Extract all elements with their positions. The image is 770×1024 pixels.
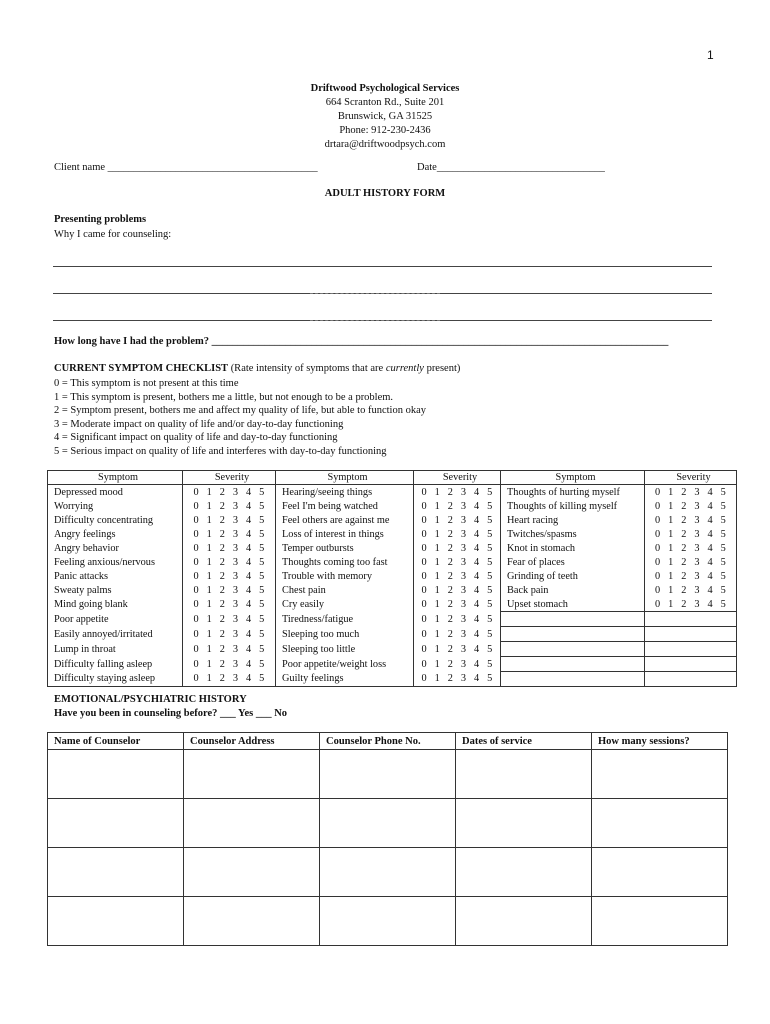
checklist-note-post: present) (423, 363, 461, 374)
symptom-label: Sweaty palms (48, 583, 183, 597)
symptom-row (48, 499, 737, 513)
counselor-entry-cell[interactable] (320, 750, 456, 799)
counselor-table-header (48, 733, 728, 750)
scale-item: 2 = Symptom present, bothers me and affect my quality of life, but able to function okay (54, 405, 426, 417)
checklist-heading-line (54, 363, 460, 374)
severity-rating[interactable]: 0 1 2 3 4 5 (414, 555, 501, 569)
symptom-label: Back pain (501, 583, 645, 597)
symptom-label: Sleeping too much (276, 627, 414, 642)
symptom-row (48, 485, 737, 500)
empty-cell (645, 612, 737, 627)
empty-cell (501, 672, 645, 687)
symptom-label: Angry feelings (48, 527, 183, 541)
symptom-col-header: Symptom (276, 471, 414, 485)
counselor-entry-cell[interactable] (320, 799, 456, 848)
symptom-label: Loss of interest in things (276, 527, 414, 541)
severity-rating[interactable]: 0 1 2 3 4 5 (414, 627, 501, 642)
symptom-label: Difficulty staying asleep (48, 672, 183, 687)
counselor-entry-cell[interactable] (184, 897, 320, 946)
severity-col-header: Severity (645, 471, 737, 485)
severity-rating[interactable]: 0 1 2 3 4 5 (414, 527, 501, 541)
symptom-row (48, 627, 737, 642)
symptom-label: Sleeping too little (276, 642, 414, 657)
counselor-col-header: How many sessions? (592, 733, 728, 750)
scale-item: 1 = This symptom is present, bothers me a little, but not enough to be a problem. (54, 391, 394, 403)
emotional-history-heading: EMOTIONAL/PSYCHIATRIC HISTORY (54, 694, 247, 705)
counselor-entry-cell[interactable] (592, 897, 728, 946)
checklist-heading: CURRENT SYMPTOM CHECKLIST (54, 363, 229, 374)
severity-col-header: Severity (183, 471, 276, 485)
symptom-label: Difficulty falling asleep (48, 657, 183, 672)
symptom-row (48, 597, 737, 612)
severity-rating[interactable]: 0 1 2 3 4 5 (414, 642, 501, 657)
severity-rating[interactable]: 0 1 2 3 4 5 (414, 597, 501, 612)
symptom-label: Angry behavior (48, 541, 183, 555)
severity-rating[interactable]: 0 1 2 3 4 5 (414, 657, 501, 672)
severity-rating[interactable]: 0 1 2 3 4 5 (414, 499, 501, 513)
symptom-label: Tiredness/fatigue (276, 612, 414, 627)
symptom-label: Thoughts of hurting myself (501, 485, 645, 500)
symptom-row (48, 555, 737, 569)
scale-item: 5 = Serious impact on quality of life and interferes with day-to-day functioning (54, 445, 387, 457)
presenting-problems-heading: Presenting problems (54, 214, 147, 225)
symptom-label: Feeling anxious/nervous (48, 555, 183, 569)
symptom-label: Mind going blank (48, 597, 183, 612)
prior-counseling-question[interactable]: Have you been in counseling before? ___ Yes ___ No (54, 708, 288, 719)
counselor-row (48, 897, 728, 946)
severity-rating[interactable]: 0 1 2 3 4 5 (645, 499, 737, 513)
severity-rating[interactable]: 0 1 2 3 4 5 (183, 672, 276, 687)
counselor-entry-cell[interactable] (592, 799, 728, 848)
empty-cell (645, 642, 737, 657)
severity-rating[interactable]: 0 1 2 3 4 5 (183, 541, 276, 555)
empty-cell (501, 657, 645, 672)
symptom-label: Guilty feelings (276, 672, 414, 687)
symptom-row (48, 612, 737, 627)
empty-cell (645, 657, 737, 672)
symptom-label: Worrying (48, 499, 183, 513)
symptom-row (48, 541, 737, 555)
counselor-col-header: Dates of service (456, 733, 592, 750)
practice-header (0, 82, 770, 152)
counselor-col-header: Counselor Phone No. (320, 733, 456, 750)
date-field[interactable]: Date________________________________ (417, 162, 605, 173)
counselor-entry-cell[interactable] (184, 848, 320, 897)
symptom-label: Depressed mood (48, 485, 183, 500)
counselor-entry-cell[interactable] (320, 897, 456, 946)
scale-item: 0 = This symptom is not present at this time (54, 378, 239, 389)
symptom-col-header: Symptom (48, 471, 183, 485)
counselor-entry-cell[interactable] (48, 799, 184, 848)
scale-item: 4 = Significant impact on quality of life and day-to-day functioning (54, 432, 338, 444)
symptom-label: Twitches/spasms (501, 527, 645, 541)
severity-rating[interactable]: 0 1 2 3 4 5 (645, 555, 737, 569)
severity-scale-legend (54, 377, 426, 459)
counselor-entry-cell[interactable] (48, 897, 184, 946)
severity-rating[interactable]: 0 1 2 3 4 5 (645, 527, 737, 541)
severity-rating[interactable]: 0 1 2 3 4 5 (183, 583, 276, 597)
counselor-row (48, 848, 728, 897)
counselor-entry-cell[interactable] (592, 750, 728, 799)
counselor-entry-cell[interactable] (456, 750, 592, 799)
empty-cell (501, 612, 645, 627)
problem-duration-field[interactable]: How long have I had the problem? _______________________________________________________________________________________ (54, 336, 669, 347)
symptom-label: Thoughts coming too fast (276, 555, 414, 569)
practice-phone: Phone: 912-230-2436 (339, 125, 431, 136)
severity-rating[interactable]: 0 1 2 3 4 5 (414, 485, 501, 500)
severity-rating[interactable]: 0 1 2 3 4 5 (645, 569, 737, 583)
counselor-entry-cell[interactable] (184, 799, 320, 848)
symptom-checklist-table (47, 470, 737, 687)
reason-prompt: Why I came for counseling: (54, 229, 172, 240)
severity-rating[interactable]: 0 1 2 3 4 5 (645, 513, 737, 527)
symptom-label: Fear of places (501, 555, 645, 569)
severity-rating[interactable]: 0 1 2 3 4 5 (414, 672, 501, 687)
symptom-col-header: Symptom (501, 471, 645, 485)
severity-rating[interactable]: 0 1 2 3 4 5 (183, 569, 276, 583)
symptom-label: Feel others are against me (276, 513, 414, 527)
severity-rating[interactable]: 0 1 2 3 4 5 (645, 485, 737, 500)
severity-rating[interactable]: 0 1 2 3 4 5 (183, 527, 276, 541)
counselor-history-table (47, 732, 728, 946)
empty-cell (501, 627, 645, 642)
symptom-row (48, 672, 737, 687)
answer-line-2-dash (310, 293, 440, 294)
symptom-row (48, 642, 737, 657)
severity-rating[interactable]: 0 1 2 3 4 5 (414, 583, 501, 597)
severity-rating[interactable]: 0 1 2 3 4 5 (414, 612, 501, 627)
counselor-col-header: Counselor Address (184, 733, 320, 750)
symptom-row (48, 583, 737, 597)
client-name-field[interactable]: Client name ________________________________________ (54, 162, 318, 173)
symptom-table-header (48, 471, 737, 485)
severity-rating[interactable]: 0 1 2 3 4 5 (414, 513, 501, 527)
severity-rating[interactable]: 0 1 2 3 4 5 (183, 513, 276, 527)
severity-rating[interactable]: 0 1 2 3 4 5 (183, 627, 276, 642)
symptom-row (48, 657, 737, 672)
symptom-label: Feel I'm being watched (276, 499, 414, 513)
symptom-label: Grinding of teeth (501, 569, 645, 583)
symptom-label: Thoughts of killing myself (501, 499, 645, 513)
severity-rating[interactable]: 0 1 2 3 4 5 (645, 597, 737, 612)
symptom-label: Poor appetite (48, 612, 183, 627)
counselor-entry-cell[interactable] (320, 848, 456, 897)
page-number: 1 (707, 48, 714, 62)
practice-email: drtara@driftwoodpsych.com (324, 139, 446, 150)
severity-rating[interactable]: 0 1 2 3 4 5 (183, 485, 276, 500)
checklist-note-emphasis: currently (385, 363, 424, 374)
counselor-row (48, 750, 728, 799)
symptom-label: Cry easily (276, 597, 414, 612)
symptom-label: Hearing/seeing things (276, 485, 414, 500)
symptom-label: Easily annoyed/irritated (48, 627, 183, 642)
form-title: ADULT HISTORY FORM (324, 188, 446, 199)
symptom-label: Knot in stomach (501, 541, 645, 555)
symptom-label: Poor appetite/weight loss (276, 657, 414, 672)
severity-rating[interactable]: 0 1 2 3 4 5 (183, 642, 276, 657)
counselor-entry-cell[interactable] (456, 897, 592, 946)
practice-address-line1: 664 Scranton Rd., Suite 201 (325, 97, 445, 108)
empty-cell (501, 642, 645, 657)
scale-item: 3 = Moderate impact on quality of life and/or day-to-day functioning (54, 418, 344, 430)
counselor-entry-cell[interactable] (592, 848, 728, 897)
symptom-row (48, 527, 737, 541)
severity-rating[interactable]: 0 1 2 3 4 5 (645, 541, 737, 555)
answer-line-3-dash (310, 320, 440, 321)
counselor-row (48, 799, 728, 848)
checklist-note-pre: (Rate intensity of symptoms that are (228, 363, 386, 374)
symptom-row (48, 569, 737, 583)
counselor-entry-cell[interactable] (456, 848, 592, 897)
symptom-label: Chest pain (276, 583, 414, 597)
severity-rating[interactable]: 0 1 2 3 4 5 (183, 597, 276, 612)
severity-rating[interactable]: 0 1 2 3 4 5 (183, 657, 276, 672)
counselor-col-header: Name of Counselor (48, 733, 184, 750)
symptom-label: Trouble with memory (276, 569, 414, 583)
severity-rating[interactable]: 0 1 2 3 4 5 (183, 612, 276, 627)
symptom-label: Upset stomach (501, 597, 645, 612)
symptom-label: Panic attacks (48, 569, 183, 583)
severity-col-header: Severity (414, 471, 501, 485)
severity-rating[interactable]: 0 1 2 3 4 5 (645, 583, 737, 597)
counselor-entry-cell[interactable] (184, 750, 320, 799)
practice-address-line2: Brunswick, GA 31525 (337, 111, 433, 122)
counselor-entry-cell[interactable] (48, 848, 184, 897)
severity-rating[interactable]: 0 1 2 3 4 5 (183, 499, 276, 513)
counselor-entry-cell[interactable] (48, 750, 184, 799)
practice-name: Driftwood Psychological Services (310, 83, 460, 94)
empty-cell (645, 672, 737, 687)
symptom-label: Difficulty concentrating (48, 513, 183, 527)
symptom-label: Temper outbursts (276, 541, 414, 555)
severity-rating[interactable]: 0 1 2 3 4 5 (414, 541, 501, 555)
symptom-row (48, 513, 737, 527)
symptom-label: Lump in throat (48, 642, 183, 657)
counselor-entry-cell[interactable] (456, 799, 592, 848)
severity-rating[interactable]: 0 1 2 3 4 5 (183, 555, 276, 569)
severity-rating[interactable]: 0 1 2 3 4 5 (414, 569, 501, 583)
symptom-label: Heart racing (501, 513, 645, 527)
answer-line-1[interactable] (53, 266, 712, 267)
empty-cell (645, 627, 737, 642)
